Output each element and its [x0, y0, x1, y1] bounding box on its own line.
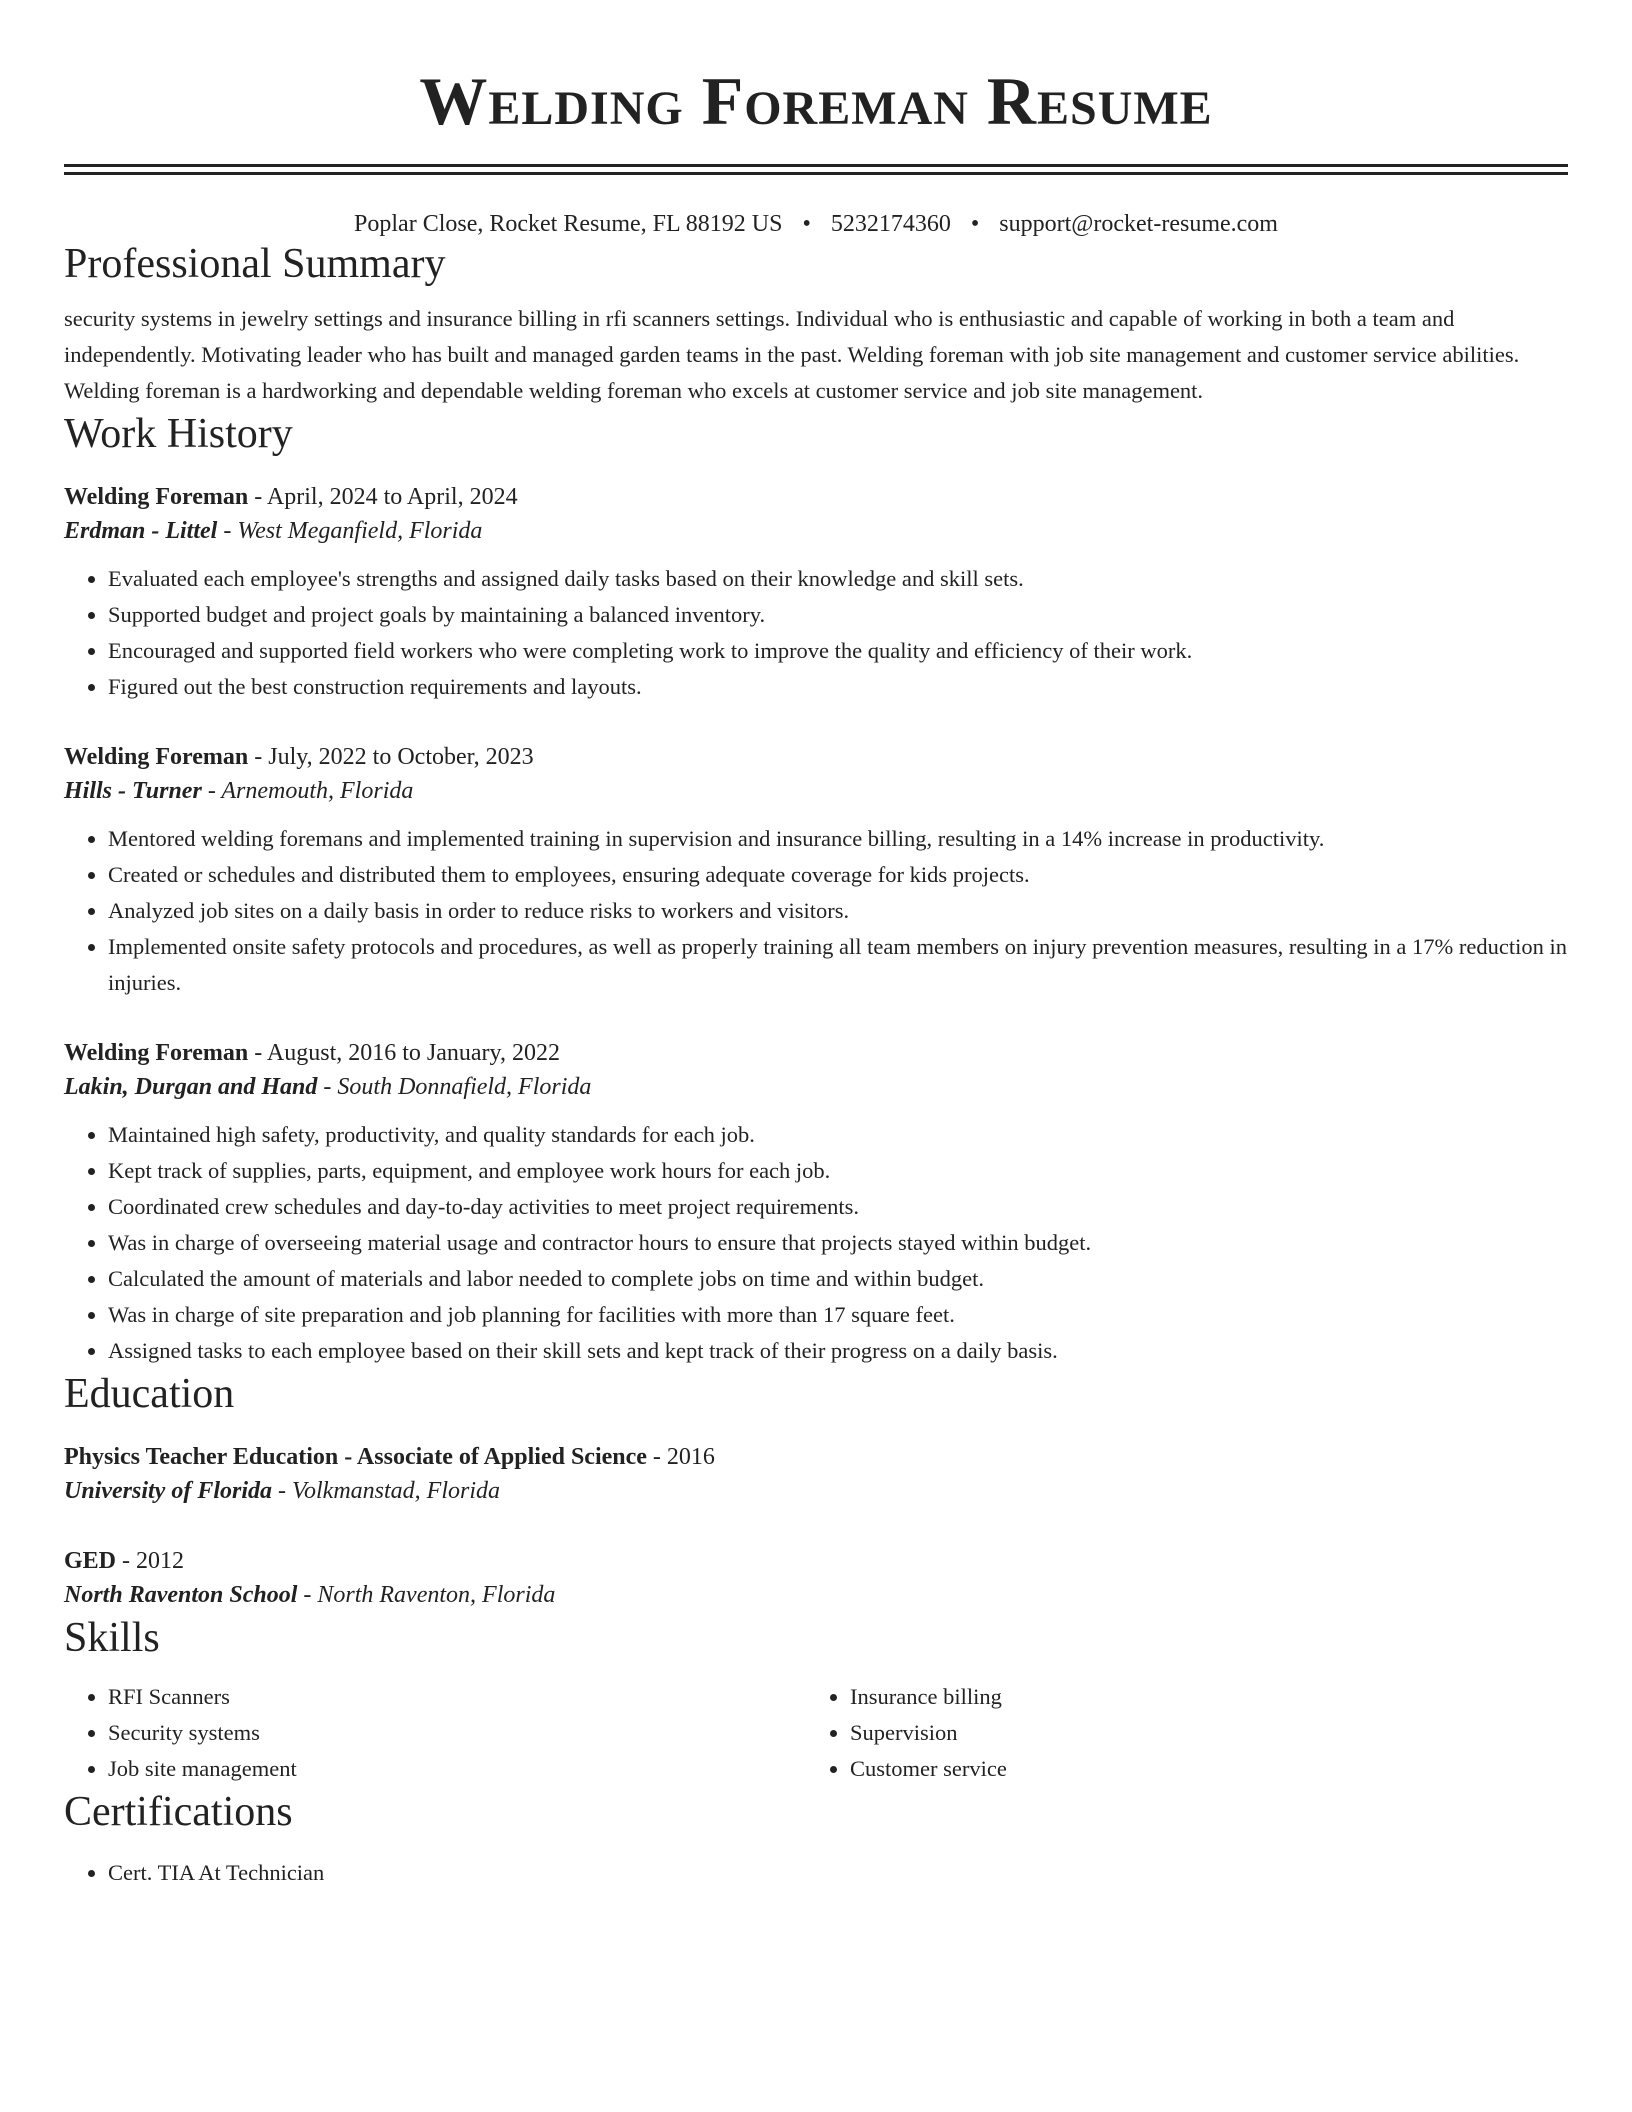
list-item: • Was in charge of site preparation and job planning for facilities with more than 17 square feet. — [108, 1297, 1568, 1333]
job-entry — [64, 1037, 1568, 1369]
employer-name: Erdman - Littel — [64, 518, 218, 544]
list-item: • Cert. TIA At Technician — [108, 1855, 1568, 1891]
school-name: North Raventon School — [64, 1582, 298, 1608]
job-title: Welding Foreman — [64, 1040, 249, 1066]
degree-name: Physics Teacher Education - Associate of Applied Science — [64, 1444, 647, 1470]
education-heading: Education — [64, 1371, 235, 1417]
certifications-heading: Certifications — [64, 1789, 293, 1835]
skills-heading: Skills — [64, 1615, 160, 1661]
employer-name: Lakin, Durgan and Hand — [64, 1074, 318, 1100]
school-name: University of Florida — [64, 1478, 272, 1504]
degree-line — [64, 1545, 1568, 1577]
list-item: • Kept track of supplies, parts, equipment, and employee work hours for each job. — [108, 1153, 1568, 1189]
list-item: • Coordinated crew schedules and day-to-day activities to meet project requirements. — [108, 1189, 1568, 1225]
job-title: Welding Foreman — [64, 484, 249, 510]
job-dates: - April, 2024 to April, 2024 — [248, 484, 518, 510]
certifications-list — [64, 1855, 1568, 1891]
contact-line — [64, 209, 1568, 239]
employer-line — [64, 513, 1568, 549]
contact-address: Poplar Close, Rocket Resume, FL 88192 US — [354, 211, 783, 237]
list-item: • Calculated the amount of materials and labor needed to complete jobs on time and within budget. — [108, 1261, 1568, 1297]
list-item: • Assigned tasks to each employee based on their skill sets and kept track of their progress on a daily basis. — [108, 1333, 1568, 1369]
list-item: • Insurance billing — [850, 1679, 1548, 1715]
job-dates: - August, 2016 to January, 2022 — [248, 1040, 560, 1066]
contact-email: support@rocket-resume.com — [999, 211, 1278, 237]
school-location: - Volkmanstad, Florida — [272, 1478, 500, 1504]
job-bullets — [64, 821, 1568, 1001]
list-item: • Evaluated each employee's strengths and assigned daily tasks based on their knowledge and skill sets. — [108, 561, 1568, 597]
school-location: - North Raventon, Florida — [297, 1582, 556, 1608]
education-entry — [64, 1441, 1568, 1509]
list-item: • Mentored welding foremans and implemented training in supervision and insurance billing, resulting in a 14% increase in productivity. — [108, 821, 1568, 857]
skills-columns — [64, 1679, 1568, 1787]
education-entry — [64, 1545, 1568, 1613]
degree-year: - 2012 — [116, 1548, 185, 1574]
degree-line — [64, 1441, 1568, 1473]
employer-location: - South Donnafield, Florida — [317, 1074, 592, 1100]
list-item: • Was in charge of overseeing material usage and contractor hours to ensure that projects stayed within budget. — [108, 1225, 1568, 1261]
job-entry — [64, 481, 1568, 705]
school-line — [64, 1473, 1568, 1509]
contact-phone: 5232174360 — [830, 211, 951, 237]
employer-name: Hills - Turner — [64, 778, 202, 804]
employer-line — [64, 1069, 1568, 1105]
list-item: • Encouraged and supported field workers who were completing work to improve the quality and efficiency of their work. — [108, 633, 1568, 669]
job-title-line — [64, 481, 1568, 513]
list-item: • Supervision — [850, 1715, 1548, 1751]
summary-text: security systems in jewelry settings and insurance billing in rfi scanners settings. Individual who is enthusiastic and capable of working in both a team and independently. Motivating leader who has built and managed garden teams in the past. Welding foreman with job site management and customer service abilities. Welding foreman is a hardworking and dependable welding foreman who excels at customer service and job site management. — [64, 306, 1520, 403]
employer-line — [64, 773, 1568, 809]
list-item: • Analyzed job sites on a daily basis in order to reduce risks to workers and visitors. — [108, 893, 1568, 929]
contact-separator: • — [802, 211, 811, 237]
list-item: • Security systems — [108, 1715, 806, 1751]
job-title-line — [64, 1037, 1568, 1069]
summary-heading: Professional Summary — [64, 241, 446, 287]
contact-separator: • — [970, 211, 980, 237]
degree-name: GED — [64, 1548, 117, 1574]
list-item: • Supported budget and project goals by maintaining a balanced inventory. — [108, 597, 1568, 633]
title-divider — [64, 164, 1568, 175]
list-item: • Job site management — [108, 1751, 806, 1787]
skills-list-right — [806, 1679, 1548, 1787]
job-dates: - July, 2022 to October, 2023 — [248, 744, 534, 770]
job-bullets — [64, 1117, 1568, 1369]
list-item: • RFI Scanners — [108, 1679, 806, 1715]
resume-page — [64, 0, 1568, 1891]
list-item: • Figured out the best construction requirements and layouts. — [108, 669, 1568, 705]
resume-title: Welding Foreman Resume — [419, 63, 1213, 139]
job-entry — [64, 741, 1568, 1001]
skills-list-left — [64, 1679, 806, 1787]
work-history-heading: Work History — [64, 411, 293, 457]
job-title-line — [64, 741, 1568, 773]
list-item: • Maintained high safety, productivity, and quality standards for each job. — [108, 1117, 1568, 1153]
employer-location: - Arnemouth, Florida — [201, 778, 414, 804]
job-title: Welding Foreman — [64, 744, 249, 770]
degree-year: - 2016 — [646, 1444, 715, 1470]
list-item: • Implemented onsite safety protocols and procedures, as well as properly training all team members on injury prevention measures, resulting in a 17% reduction in injuries. — [108, 929, 1568, 1001]
job-bullets — [64, 561, 1568, 705]
school-line — [64, 1577, 1568, 1613]
employer-location: - West Meganfield, Florida — [217, 518, 483, 544]
list-item: • Created or schedules and distributed them to employees, ensuring adequate coverage for kids projects. — [108, 857, 1568, 893]
list-item: • Customer service — [850, 1751, 1548, 1787]
